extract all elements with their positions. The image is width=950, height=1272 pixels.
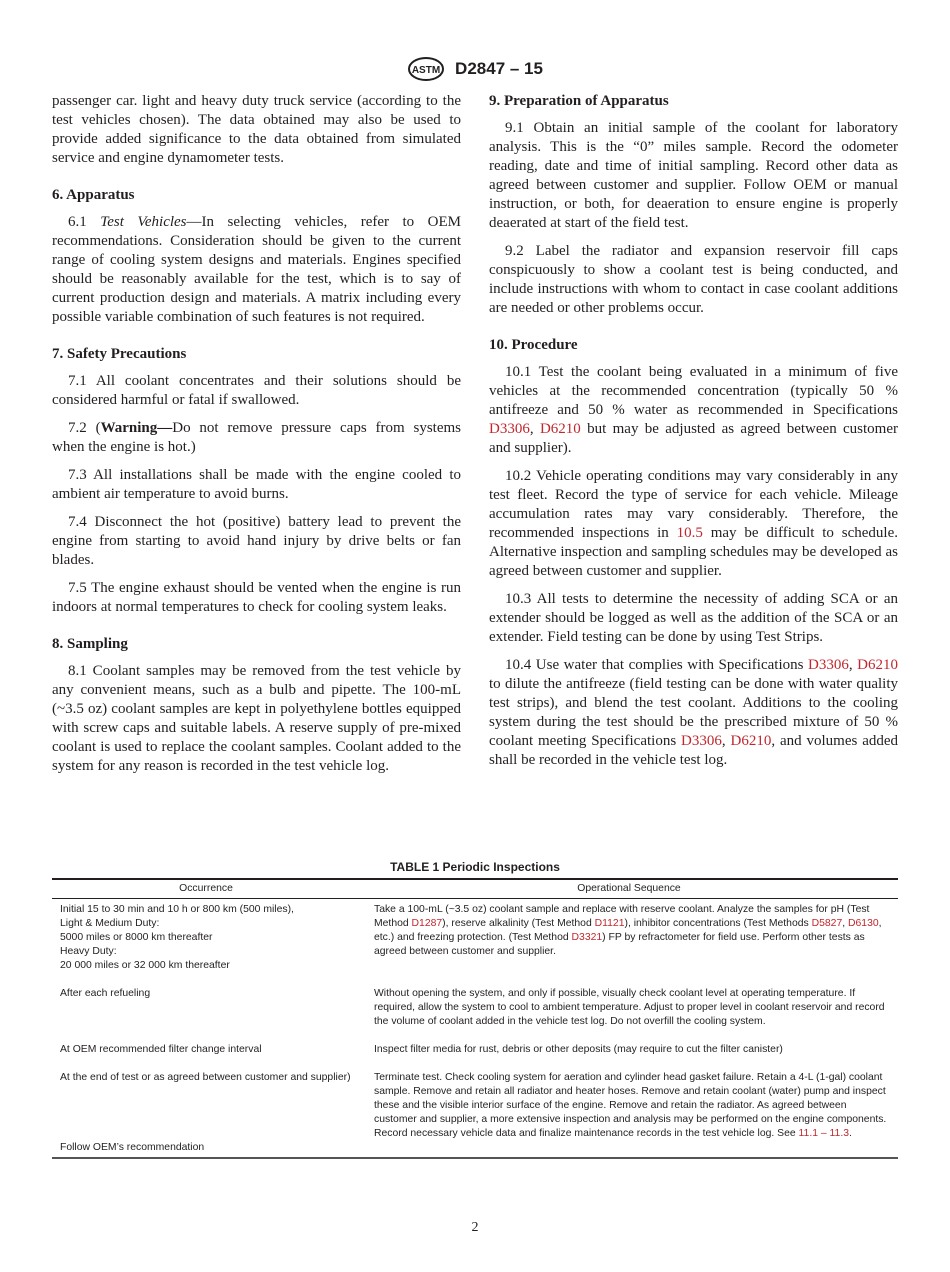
column-header-occurrence: Occurrence <box>52 879 360 899</box>
paragraph <box>489 242 898 318</box>
text-run: 10.1 Test the coolant being evaluated in a minimum of five vehicles at the recommended concentration (typically 50 % antifreeze and 50 % water as recommended in Specifications <box>489 364 898 418</box>
text-run: , <box>842 918 849 929</box>
operational-sequence-cell <box>360 1141 898 1158</box>
text-run: to dilute the antifreeze (field testing can be done with water quality test strips), and blend the test coolant. Additions to the cooling system during the test should be the prescribed mixture of 50 % coolant meeting Specifications <box>489 676 898 749</box>
text-run: , etc.) and freezing protection. (Test Method <box>374 918 882 943</box>
occurrence-line: At OEM recommended filter change interval <box>60 1044 262 1055</box>
text-run: ), inhibitor concentrations (Test Methods <box>624 918 812 929</box>
column-header-operational-sequence: Operational Sequence <box>360 879 898 899</box>
page-header <box>0 56 950 82</box>
text-run: , and volumes added shall be recorded in the vehicle test log. <box>489 733 899 768</box>
paragraph <box>52 92 461 168</box>
reference-link[interactable]: D3306 <box>808 657 849 673</box>
table-periodic-inspections <box>52 860 898 1159</box>
reference-link[interactable]: D6130 <box>848 918 879 929</box>
paragraph <box>489 363 898 458</box>
reference-link[interactable]: D1287 <box>411 918 443 929</box>
text-run: Without opening the system, and only if possible, visually check coolant level at operating temperature. If required, allow the system to cool to ambient temperature. Adjust to proper level in coolant reservoir and record the volume of coolant added in the vehicle test log. Do not overfill the cooling system. <box>374 988 885 1027</box>
reference-link[interactable]: D6210 <box>730 733 772 749</box>
operational-sequence-cell <box>360 1071 898 1141</box>
operational-sequence-cell <box>360 1043 898 1071</box>
text-run: 7.5 The engine exhaust should be vented when the engine is run indoors at normal temperatures to check for cooling system leaks. <box>52 580 461 615</box>
paragraph <box>52 466 461 504</box>
occurrence-line: Light & Medium Duty: <box>60 918 160 929</box>
occurrence-cell <box>52 1141 360 1158</box>
text-run: 10.2 Vehicle operating conditions may vary considerably in any test fleet. Record the type of service for each vehicle. Mileage accumulation rates may vary considerably. Therefore, the recommended inspections in <box>489 468 898 541</box>
page-number: 2 <box>471 1220 479 1235</box>
paragraph <box>52 513 461 570</box>
occurrence-line: After each refueling <box>60 988 151 999</box>
text-run: Do not remove pressure caps from systems when the engine is hot.) <box>52 420 461 455</box>
occurrence-cell <box>52 899 360 988</box>
astm-logo-icon <box>407 56 445 82</box>
reference-link[interactable]: 10.5 <box>676 525 703 541</box>
text-run: 10.4 Use water that complies with Specifications <box>505 657 809 673</box>
operational-sequence-cell <box>360 899 898 988</box>
reference-link[interactable]: D3321 <box>571 932 603 943</box>
section-heading: 10. Procedure <box>489 337 578 353</box>
reference-link[interactable]: D5827 <box>811 918 843 929</box>
occurrence-line: 20 000 miles or 32 000 km thereafter <box>60 960 230 971</box>
occurrence-line: 5000 miles or 8000 km thereafter <box>60 932 213 943</box>
text-run: , <box>848 657 858 673</box>
paragraph <box>489 467 898 581</box>
text-run: . <box>849 1128 852 1139</box>
reference-link[interactable]: D6210 <box>539 421 581 437</box>
text-run: 6.1 <box>68 214 101 230</box>
paragraph <box>52 372 461 410</box>
table-row <box>52 899 898 988</box>
section-heading: 6. Apparatus <box>52 187 135 203</box>
text-run: 10.3 All tests to determine the necessity of adding SCA or an extender should be logged as well as the addition of the SCA or an extender. Field testing can be done by using Test Strips. <box>489 591 898 645</box>
text-run: 7.4 Disconnect the hot (positive) battery lead to prevent the engine from starting to avoid hand injury by drive belts or fan blades. <box>52 514 461 568</box>
occurrence-line: At the end of test or as agreed between customer and supplier) <box>60 1072 351 1083</box>
text-run: ), reserve alkalinity (Test Method <box>442 918 595 929</box>
left-column <box>52 92 461 785</box>
text-run: 7.3 All installations shall be made with the engine cooled to ambient air temperature to avoid burns. <box>52 467 461 502</box>
text-run: , <box>529 421 540 437</box>
bold-text: Warning— <box>100 420 173 436</box>
table-row <box>52 987 898 1043</box>
paragraph <box>489 590 898 647</box>
text-run: but may be adjusted as agreed between customer and supplier). <box>489 421 899 456</box>
reference-link[interactable]: 11.1 – 11.3 <box>798 1128 849 1139</box>
occurrence-cell <box>52 1043 360 1071</box>
text-run: Take a 100-mL (~3.5 oz) coolant sample and replace with reserve coolant. Analyze the samples for pH (Test Method <box>374 904 870 929</box>
text-run: 7.1 All coolant concentrates and their solutions should be considered harmful or fatal if swallowed. <box>52 373 461 408</box>
occurrence-line: Initial 15 to 30 min and 10 h or 800 km (500 miles), <box>60 904 294 915</box>
occurrence-cell <box>52 1071 360 1141</box>
text-run: , <box>721 733 731 749</box>
paragraph <box>489 119 898 233</box>
paragraph <box>52 419 461 457</box>
text-run: 7.2 ( <box>68 420 101 436</box>
operational-sequence-cell <box>360 987 898 1043</box>
italic-text: Test Vehicles <box>100 214 187 230</box>
occurrence-line: Heavy Duty: <box>60 946 117 957</box>
text-run: may be difficult to schedule. Alternative inspection and sampling schedules may be developed as agreed between customer and supplier. <box>489 525 898 579</box>
text-run: 8.1 Coolant samples may be removed from the test vehicle by any convenient means, such as a bulb and pipette. The 100-mL (~3.5 oz) coolant samples are kept in polyethylene bottles equipped with screw caps and suitable labels. A reserve supply of pre-mixed coolant is used to replace the coolant samples. Coolant added to the system for any reason is recorded in the test vehicle log. <box>52 663 461 774</box>
reference-link[interactable]: D1121 <box>594 918 625 929</box>
text-run: Inspect filter media for rust, debris or other deposits (may require to cut the filter canister) <box>374 1044 783 1055</box>
paragraph <box>52 579 461 617</box>
table-row <box>52 1071 898 1141</box>
reference-link[interactable]: D6210 <box>857 657 898 673</box>
occurrence-cell <box>52 987 360 1043</box>
text-run: 9.1 Obtain an initial sample of the coolant for laboratory analysis. This is the “0” miles sample. Record the odometer reading, date and time of initial sampling. Record other data as agreed between customer and supplier. Follow OEM or manual instruction, or both, for deaeration to ensure engine is properly deaerated at start of the field test. <box>489 120 898 231</box>
paragraph <box>52 213 461 327</box>
text-run: —In selecting vehicles, refer to OEM recommendations. Consideration should be given to the current range of cooling system designs and materials. Engines specified should be reasonably available for the test, which is to say of current production design and materials. A matrix including every possible variable combination of such features is not required. <box>52 214 462 325</box>
occurrence-line: Follow OEM’s recommendation <box>60 1142 205 1153</box>
text-run: ) FP by refractometer for field use. Perform other tests as agreed between customer and supplier. <box>374 932 865 957</box>
reference-link[interactable]: D3306 <box>489 421 530 437</box>
section-heading: 8. Sampling <box>52 636 128 652</box>
reference-link[interactable]: D3306 <box>681 733 722 749</box>
text-run: passenger car. light and heavy duty truck service (according to the test vehicles chosen). The data obtained may also be used to provide added significance to the data obtained from simulated service and engine dynamometer tests. <box>52 93 461 166</box>
text-run: 9.2 Label the radiator and expansion reservoir fill caps conspicuously to show a coolant test is being conducted, and include instructions with whom to contact in case coolant additions are needed or other problems occur. <box>489 243 898 316</box>
section-heading: 9. Preparation of Apparatus <box>489 93 669 109</box>
right-column <box>489 92 898 779</box>
paragraph <box>489 656 898 770</box>
table-row <box>52 1043 898 1071</box>
document-designation: D2847 – 15 <box>455 59 543 78</box>
svg-text:ASTM: ASTM <box>411 65 441 76</box>
paragraph <box>52 662 461 776</box>
table-row <box>52 1141 898 1158</box>
table-caption: TABLE 1 Periodic Inspections <box>390 860 560 874</box>
text-run: Terminate test. Check cooling system for aeration and cylinder head gasket failure. Retain a 4-L (1-gal) coolant sample. Remove and retain all radiator and heater hoses. Remove and retain coolant (water) pump and inspect these and the visible interior surface of the engine. Remove and retain the radiator. As agreed between customer and supplier, a more extensive inspection and analysis may be performed on the engine components. Record necessary vehicle data and finalize maintenance records in the test vehicle log. See <box>374 1072 887 1139</box>
section-heading: 7. Safety Precautions <box>52 346 187 362</box>
